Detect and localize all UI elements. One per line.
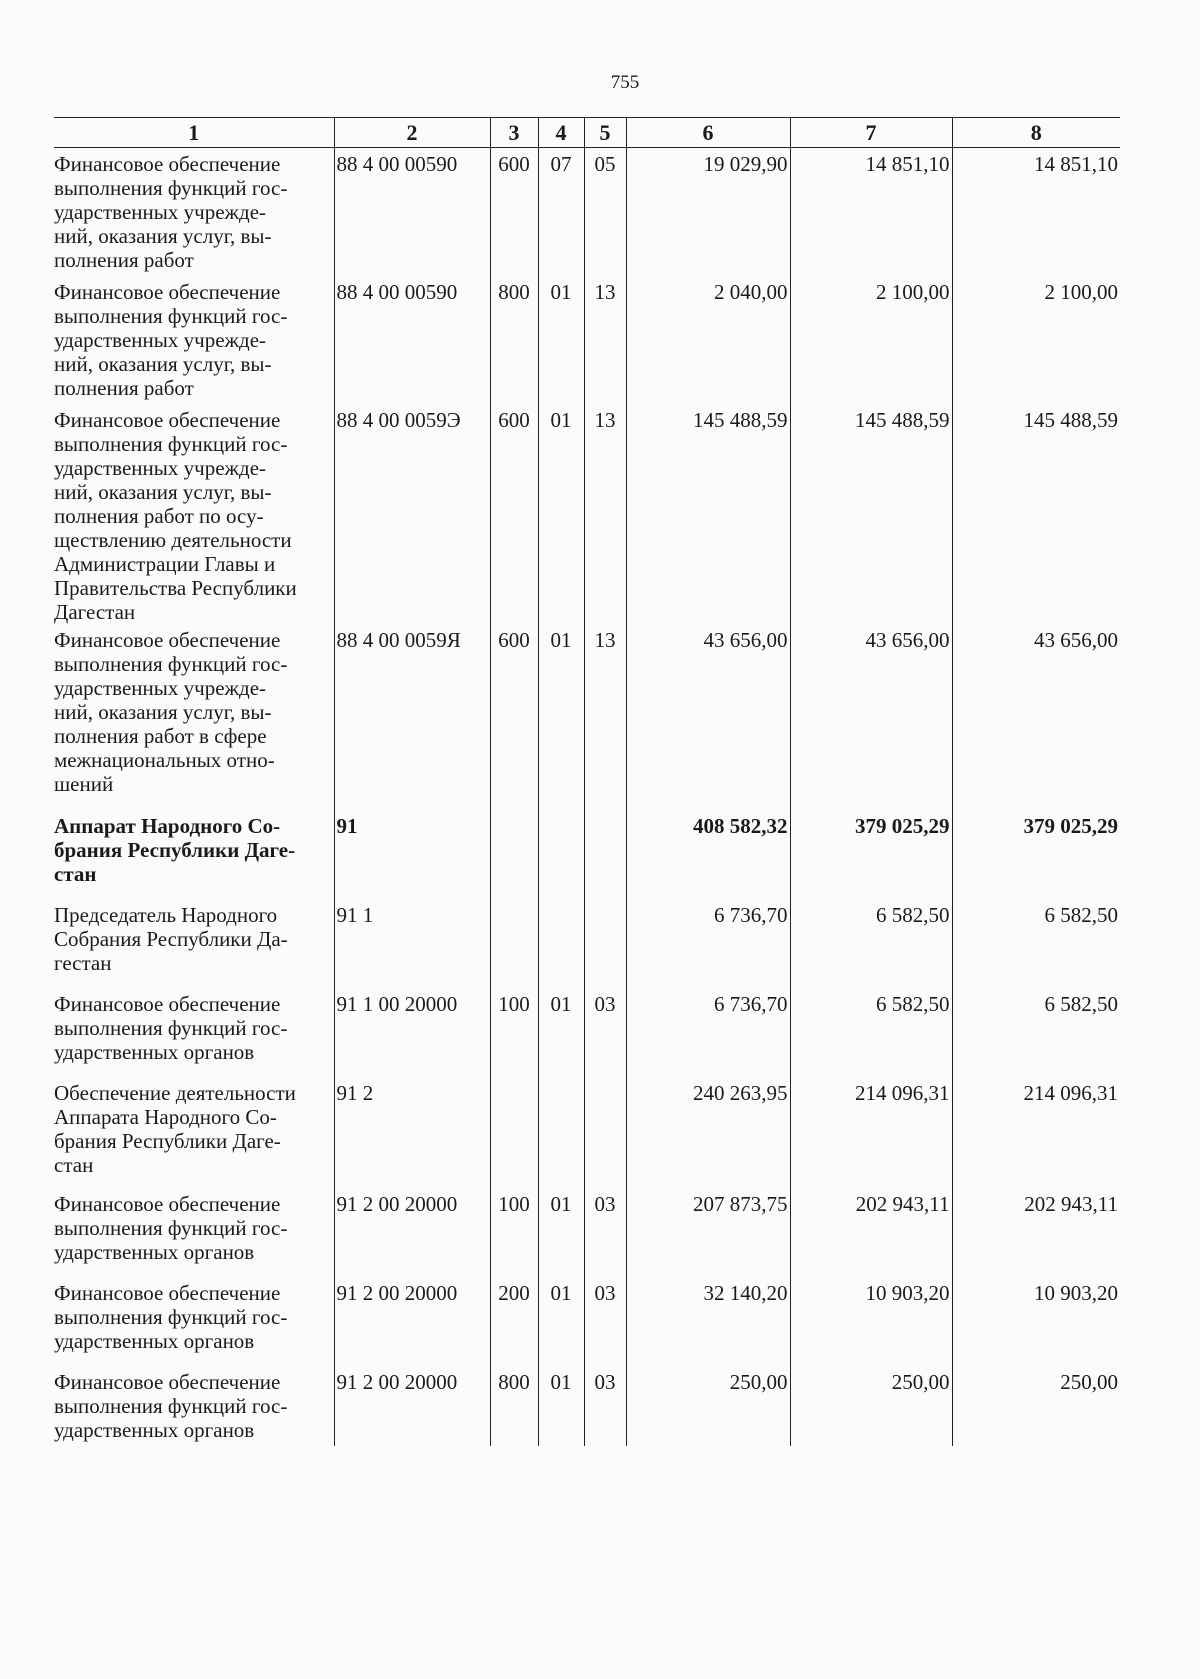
row-value-6-cell xyxy=(626,1277,790,1366)
row-value-8: 6 582,50 xyxy=(1044,902,1118,927)
column-header: 6 xyxy=(626,118,790,148)
row-col3: 600 xyxy=(498,407,530,432)
row-col3-cell xyxy=(490,276,538,404)
row-col5-cell xyxy=(584,810,626,899)
row-value-7-cell xyxy=(790,899,952,988)
row-col4-cell xyxy=(538,1277,584,1366)
row-col4-cell xyxy=(538,1077,584,1188)
row-col5: 03 xyxy=(594,991,616,1016)
row-value-8: 2 100,00 xyxy=(1044,279,1118,304)
row-value-6: 6 736,70 xyxy=(714,902,788,927)
row-col5: 13 xyxy=(594,627,616,652)
row-col4-cell xyxy=(538,404,584,624)
row-value-8: 43 656,00 xyxy=(1034,627,1118,652)
row-col3-cell xyxy=(490,810,538,899)
column-header: 2 xyxy=(334,118,490,148)
row-col4: 01 xyxy=(550,627,572,652)
row-value-7: 2 100,00 xyxy=(876,279,950,304)
row-code: 91 1 xyxy=(336,902,374,927)
row-value-7: 214 096,31 xyxy=(855,1080,950,1105)
row-value-7: 14 851,10 xyxy=(865,152,950,176)
row-name-cell xyxy=(54,148,334,276)
row-name: Финансовое обеспечение выполнения функций гос- ударственных органов xyxy=(54,991,288,1064)
row-value-6: 145 488,59 xyxy=(693,407,788,432)
row-value-8-cell xyxy=(952,899,1120,988)
row-value-7: 6 582,50 xyxy=(876,991,950,1016)
row-value-7-cell xyxy=(790,1366,952,1446)
row-name: Финансовое обеспечение выполнения функций гос- ударственных учрежде- ний, оказания услуг, вы- полнения работ по осу- ществлению деятельности Администрации Главы и Правительства Республики Дагестан xyxy=(54,407,297,624)
row-name-cell xyxy=(54,899,334,988)
row-col3: 600 xyxy=(498,152,530,176)
row-value-8-cell xyxy=(952,810,1120,899)
row-name-cell xyxy=(54,1077,334,1188)
row-value-7-cell xyxy=(790,624,952,810)
row-name-cell xyxy=(54,404,334,624)
column-header: 3 xyxy=(490,118,538,148)
row-value-6-cell xyxy=(626,810,790,899)
row-col5: 03 xyxy=(594,1280,616,1305)
row-col4: 07 xyxy=(550,152,572,176)
row-name-cell xyxy=(54,624,334,810)
row-col5-cell xyxy=(584,276,626,404)
table-row xyxy=(54,1077,1120,1188)
row-col4-cell xyxy=(538,148,584,276)
row-name-cell xyxy=(54,276,334,404)
row-value-6: 43 656,00 xyxy=(703,627,788,652)
row-value-6-cell xyxy=(626,899,790,988)
row-value-6-cell xyxy=(626,988,790,1077)
row-name-cell xyxy=(54,810,334,899)
column-header: 7 xyxy=(790,118,952,148)
row-col3-cell xyxy=(490,988,538,1077)
row-col5: 03 xyxy=(594,1369,616,1394)
row-col3-cell xyxy=(490,1077,538,1188)
row-value-7-cell xyxy=(790,1188,952,1277)
row-col5-cell xyxy=(584,1277,626,1366)
row-col4-cell xyxy=(538,1366,584,1446)
row-code: 88 4 00 0059Я xyxy=(336,627,461,652)
row-value-6: 19 029,90 xyxy=(703,152,788,176)
row-col5-cell xyxy=(584,404,626,624)
row-col5: 13 xyxy=(594,279,616,304)
row-code-cell xyxy=(334,810,490,899)
row-value-8-cell xyxy=(952,1077,1120,1188)
page-number: 755 xyxy=(610,72,640,93)
row-value-6-cell xyxy=(626,624,790,810)
row-value-8: 145 488,59 xyxy=(1023,407,1118,432)
table-row xyxy=(54,1188,1120,1277)
row-code: 88 4 00 0059Э xyxy=(336,407,461,432)
row-col4: 01 xyxy=(550,1191,572,1216)
row-col4-cell xyxy=(538,624,584,810)
row-value-8-cell xyxy=(952,404,1120,624)
row-value-6: 250,00 xyxy=(729,1369,788,1394)
row-code-cell xyxy=(334,1188,490,1277)
row-value-7: 6 582,50 xyxy=(876,902,950,927)
row-code: 91 2 00 20000 xyxy=(336,1369,458,1394)
row-col3-cell xyxy=(490,1366,538,1446)
row-value-7: 10 903,20 xyxy=(865,1280,950,1305)
row-value-6-cell xyxy=(626,1366,790,1446)
row-col5-cell xyxy=(584,1366,626,1446)
row-value-7-cell xyxy=(790,1277,952,1366)
row-col3-cell xyxy=(490,1277,538,1366)
row-code-cell xyxy=(334,404,490,624)
row-code: 91 2 xyxy=(336,1080,374,1105)
row-value-8: 202 943,11 xyxy=(1024,1191,1118,1216)
row-value-6: 408 582,32 xyxy=(693,813,788,838)
column-header: 1 xyxy=(54,118,334,148)
row-col5: 05 xyxy=(594,152,616,176)
row-name-cell xyxy=(54,1366,334,1446)
row-value-6: 6 736,70 xyxy=(714,991,788,1016)
table-row xyxy=(54,1277,1120,1366)
table-row xyxy=(54,276,1120,404)
row-col3-cell xyxy=(490,404,538,624)
table-row xyxy=(54,1366,1120,1446)
row-code-cell xyxy=(334,1277,490,1366)
row-value-6-cell xyxy=(626,404,790,624)
row-col3-cell xyxy=(490,148,538,276)
row-value-8: 214 096,31 xyxy=(1023,1080,1118,1105)
table-row xyxy=(54,148,1120,276)
table-row xyxy=(54,988,1120,1077)
row-col5-cell xyxy=(584,1077,626,1188)
row-code: 91 xyxy=(336,813,358,838)
row-col5-cell xyxy=(584,1188,626,1277)
row-name: Финансовое обеспечение выполнения функций гос- ударственных органов xyxy=(54,1280,288,1353)
row-col4-cell xyxy=(538,276,584,404)
row-value-8: 250,00 xyxy=(1060,1369,1118,1394)
row-value-6-cell xyxy=(626,1188,790,1277)
row-value-8-cell xyxy=(952,624,1120,810)
row-code: 88 4 00 00590 xyxy=(336,152,458,176)
row-col4: 01 xyxy=(550,1369,572,1394)
row-value-6-cell xyxy=(626,148,790,276)
table-row xyxy=(54,810,1120,899)
row-name: Обеспечение деятельности Аппарата Народного Со- брания Республики Даге- стан xyxy=(54,1080,296,1177)
row-col3-cell xyxy=(490,624,538,810)
row-col5-cell xyxy=(584,148,626,276)
budget-table xyxy=(54,117,1120,1446)
row-value-7-cell xyxy=(790,276,952,404)
row-value-8: 379 025,29 xyxy=(1023,813,1118,838)
header-row xyxy=(54,118,1120,148)
table-row xyxy=(54,404,1120,624)
row-col5-cell xyxy=(584,988,626,1077)
row-value-6: 207 873,75 xyxy=(693,1191,788,1216)
row-value-7: 379 025,29 xyxy=(855,813,950,838)
row-value-7: 250,00 xyxy=(891,1369,950,1394)
row-name: Финансовое обеспечение выполнения функций гос- ударственных органов xyxy=(54,1191,288,1264)
row-code-cell xyxy=(334,899,490,988)
row-col3: 100 xyxy=(498,1191,530,1216)
row-col4: 01 xyxy=(550,991,572,1016)
row-col3-cell xyxy=(490,899,538,988)
column-header: 8 xyxy=(952,118,1120,148)
row-col4: 01 xyxy=(550,279,572,304)
row-col5-cell xyxy=(584,624,626,810)
row-code-cell xyxy=(334,148,490,276)
row-col4-cell xyxy=(538,810,584,899)
row-value-8-cell xyxy=(952,1366,1120,1446)
column-header: 5 xyxy=(584,118,626,148)
row-code-cell xyxy=(334,624,490,810)
row-col3: 800 xyxy=(498,279,530,304)
row-name-cell xyxy=(54,988,334,1077)
row-col3: 100 xyxy=(498,991,530,1016)
row-code-cell xyxy=(334,276,490,404)
row-col5-cell xyxy=(584,899,626,988)
row-code: 91 2 00 20000 xyxy=(336,1280,458,1305)
row-value-6: 2 040,00 xyxy=(714,279,788,304)
row-col4: 01 xyxy=(550,407,572,432)
row-value-7-cell xyxy=(790,1077,952,1188)
row-value-8-cell xyxy=(952,148,1120,276)
row-name: Председатель Народного Собрания Республики Да- гестан xyxy=(54,902,288,975)
row-name: Финансовое обеспечение выполнения функций гос- ударственных органов xyxy=(54,1369,288,1442)
row-col4: 01 xyxy=(550,1280,572,1305)
row-value-7-cell xyxy=(790,148,952,276)
row-name: Финансовое обеспечение выполнения функций гос- ударственных учрежде- ний, оказания услуг, вы- полнения работ xyxy=(54,152,288,272)
row-name-cell xyxy=(54,1277,334,1366)
row-value-7-cell xyxy=(790,810,952,899)
row-value-8-cell xyxy=(952,1188,1120,1277)
row-col4-cell xyxy=(538,1188,584,1277)
row-value-6-cell xyxy=(626,276,790,404)
row-value-8-cell xyxy=(952,988,1120,1077)
row-value-6-cell xyxy=(626,1077,790,1188)
row-value-7-cell xyxy=(790,404,952,624)
row-code-cell xyxy=(334,988,490,1077)
row-col3: 800 xyxy=(498,1369,530,1394)
row-name-cell xyxy=(54,1188,334,1277)
column-header: 4 xyxy=(538,118,584,148)
row-value-8-cell xyxy=(952,1277,1120,1366)
row-col5: 03 xyxy=(594,1191,616,1216)
row-col3: 200 xyxy=(498,1280,530,1305)
row-code: 88 4 00 00590 xyxy=(336,279,458,304)
row-code: 91 2 00 20000 xyxy=(336,1191,458,1216)
row-col3: 600 xyxy=(498,627,530,652)
row-name: Финансовое обеспечение выполнения функций гос- ударственных учрежде- ний, оказания услуг, вы- полнения работ xyxy=(54,279,288,400)
table-row xyxy=(54,899,1120,988)
row-value-7: 145 488,59 xyxy=(855,407,950,432)
row-name: Финансовое обеспечение выполнения функций гос- ударственных учрежде- ний, оказания услуг, вы- полнения работ в сфере межнациональных отно- шений xyxy=(54,627,288,796)
row-value-6: 240 263,95 xyxy=(693,1080,788,1105)
row-col4-cell xyxy=(538,988,584,1077)
row-value-7-cell xyxy=(790,988,952,1077)
row-value-8: 10 903,20 xyxy=(1034,1280,1118,1305)
row-value-8-cell xyxy=(952,276,1120,404)
row-col3-cell xyxy=(490,1188,538,1277)
row-value-8: 14 851,10 xyxy=(1034,152,1118,176)
row-col4-cell xyxy=(538,899,584,988)
table-row xyxy=(54,624,1120,810)
row-name: Аппарат Народного Со- брания Республики Даге- стан xyxy=(54,813,296,886)
row-value-6: 32 140,20 xyxy=(703,1280,788,1305)
row-code-cell xyxy=(334,1077,490,1188)
row-code: 91 1 00 20000 xyxy=(336,991,458,1016)
row-col5: 13 xyxy=(594,407,616,432)
row-value-7: 43 656,00 xyxy=(865,627,950,652)
row-value-7: 202 943,11 xyxy=(855,1191,950,1216)
row-code-cell xyxy=(334,1366,490,1446)
row-value-8: 6 582,50 xyxy=(1044,991,1118,1016)
